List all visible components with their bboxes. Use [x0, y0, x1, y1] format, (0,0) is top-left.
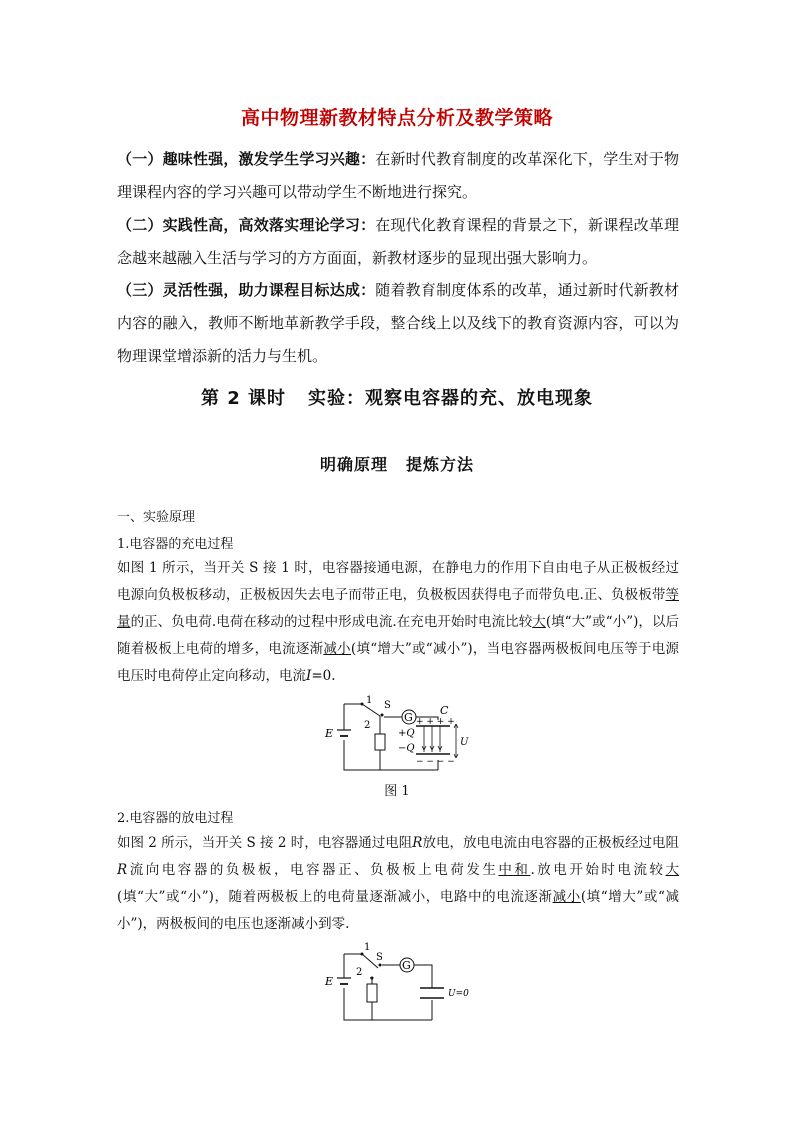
charging-heading: 1.电容器的充电过程	[117, 537, 234, 552]
figure-1-caption: 图 1	[384, 784, 410, 799]
discharging-text-3: 流向电容器的负极板，电容器正、负极板上电荷发生	[127, 862, 499, 878]
lesson-number: 第 2 课时	[200, 388, 287, 409]
page-title: 高中物理新教材特点分析及教学策略	[240, 107, 553, 129]
lesson-name: 实验：观察电容器的充、放电现象	[308, 388, 594, 409]
fig2-label-e: E	[325, 975, 334, 988]
symbol-resistor-2: R	[117, 862, 128, 878]
point-3-text: 随着教育制度体系的改革，通过新时代新教材内容的融入，教师不断地革新教学手段，整合线上以及线下的教育资源内容，可以为物理课堂增添新的活力与生机。	[117, 281, 679, 365]
fig1-label-c: C	[440, 704, 449, 717]
fig1-label-e: E	[325, 727, 334, 740]
circuit-diagram-1	[320, 690, 480, 776]
section-title-part2: 提炼方法	[406, 455, 475, 474]
fig1-label-nq: −Q	[398, 743, 415, 754]
charging-text-4: (填“增大”或“减小”)，当电容器两极板间电压等于电源电压时电荷停止定向移动，电流	[117, 641, 680, 684]
fig2-label-1: 1	[364, 942, 371, 953]
discharging-heading: 2.电容器的放电过程	[117, 811, 234, 826]
point-2-heading: （二）实践性高，高效落实理论学习：	[117, 216, 376, 234]
answer-decrease: 减小	[323, 641, 351, 657]
fig1-label-u: U	[460, 737, 469, 748]
galvanometer-icon-2: G	[402, 959, 411, 972]
point-1-text: 在新时代教育制度的改革深化下，学生对于物理课程内容的学习兴趣可以带动学生不断地进行探究。	[117, 150, 679, 201]
point-2	[117, 209, 679, 275]
symbol-resistor-1: R	[412, 835, 423, 851]
discharging-text-4: .放电开始时电流较	[530, 862, 666, 878]
answer-decrease-2: 减小	[552, 889, 581, 905]
principle-heading: 一、实验原理	[117, 510, 196, 525]
point-1-heading: （一）趣味性强，激发学生学习兴趣：	[117, 150, 376, 168]
fig2-label-2: 2	[356, 967, 363, 978]
fig1-minus-signs: − − − −	[416, 757, 455, 767]
section-title-part1: 明确原理	[319, 455, 388, 474]
answer-large-2: 大	[665, 862, 680, 878]
fig1-label-1: 1	[366, 695, 373, 706]
fig2-label-s: S	[376, 952, 383, 963]
point-3-heading: （三）灵活性强，助力课程目标达成：	[117, 281, 376, 299]
charging-text-3: (填“大”或“小”)，以后随着极板上电荷的增多，电流逐渐	[117, 614, 680, 657]
point-2-text: 在现代化教育课程的背景之下，新课程改革理念越来越融入生活与学习的方方面面，新教材逐步的显现出强大影响力。	[117, 216, 679, 267]
circuit-diagram-2	[320, 940, 480, 1026]
charging-text-5: =0.	[311, 668, 336, 684]
charging-paragraph	[117, 555, 679, 690]
answer-neutralize: 中和	[498, 862, 531, 878]
symbol-current: I	[306, 668, 312, 684]
discharging-text-2: 放电，放电电流由电容器的正极板经过电阻	[422, 835, 679, 851]
discharging-text-6: (填“增大”或“减小”)，两极板间的电压也逐渐减小到零.	[117, 889, 680, 932]
charging-text-2: 的正、负电荷.电荷在移动的过程中形成电流.在充电开始时电流比较	[130, 614, 533, 630]
section-title	[0, 452, 794, 475]
fig1-plus-signs: + + + +	[416, 717, 455, 727]
answer-equal: 等量	[117, 587, 679, 630]
discharging-paragraph	[117, 830, 679, 938]
lesson-title	[0, 384, 794, 410]
answer-large: 大	[532, 614, 546, 630]
point-3	[117, 274, 679, 373]
fig1-label-s: S	[384, 700, 391, 711]
fig1-label-2: 2	[364, 720, 371, 731]
charging-text-1: 如图 1 所示，当开关 S 接 1 时，电容器接通电源，在静电力的作用下自由电子从正极板经过电源向负极板移动，正极板因失去电子而带正电，负极板因获得电子而带负电.正、负极板带	[117, 560, 679, 603]
fig2-label-u0: U=0	[448, 989, 469, 999]
point-1	[117, 143, 679, 209]
fig1-label-pq: +Q	[398, 728, 415, 739]
discharging-text-5: (填“大”或“小”)，随着两极板上的电荷量逐渐减小，电路中的电流逐渐	[117, 889, 553, 905]
discharging-text-1: 如图 2 所示，当开关 S 接 2 时，电容器通过电阻	[117, 835, 413, 851]
galvanometer-icon: G	[404, 711, 413, 724]
